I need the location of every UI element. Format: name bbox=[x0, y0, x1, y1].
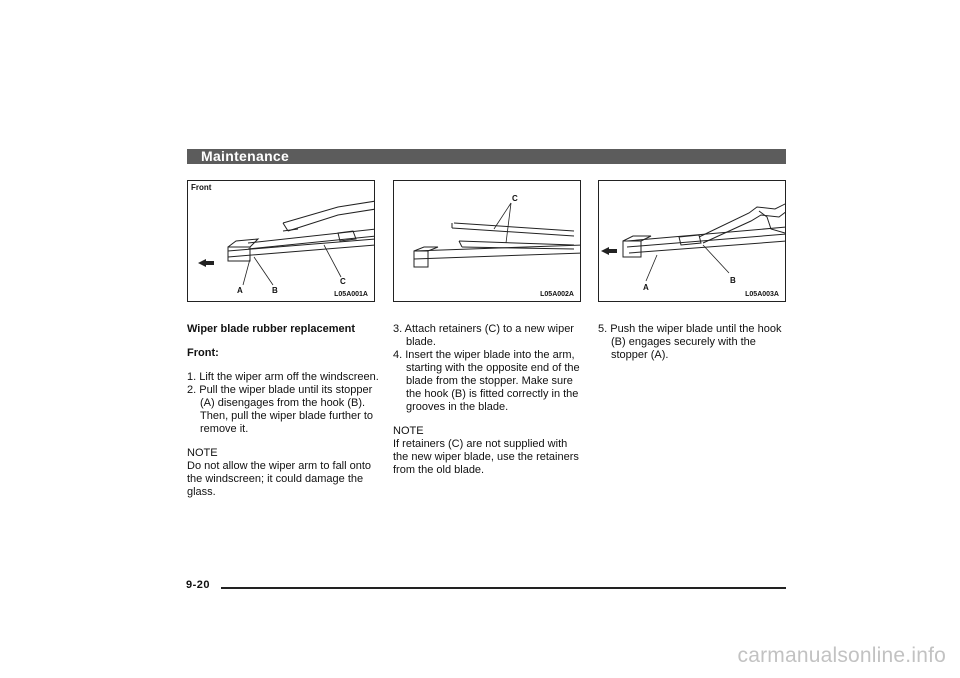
note-text: If retainers (C) are not supplied with the new wiper blade, use the retainers from the old blade. bbox=[393, 438, 579, 476]
note-title: NOTE bbox=[187, 447, 218, 459]
label-a: A bbox=[237, 286, 243, 295]
footer-rule bbox=[221, 587, 786, 589]
wiper-illustration-2 bbox=[394, 181, 581, 302]
figure-front-wiper-removal bbox=[187, 180, 375, 302]
label-b: B bbox=[730, 276, 736, 285]
figure-code: L05A002A bbox=[540, 291, 574, 298]
step-4: 4. Insert the wiper blade into the arm, starting with the opposite end of the blade from the stopper. Make sure the hook (B) is fitted correctly in the grooves in the blade. bbox=[393, 349, 580, 413]
figure-hook-engage bbox=[598, 180, 786, 302]
column-1 bbox=[187, 323, 379, 499]
watermark-text: carmanualsonline.info bbox=[737, 644, 946, 667]
column-3 bbox=[598, 323, 788, 362]
step-2: 2. Pull the wiper blade until its stopper (A) disengages from the hook (B). Then, pull the wiper blade further to remove it. bbox=[187, 384, 374, 435]
figure-retainers bbox=[393, 180, 581, 302]
label-c: C bbox=[340, 277, 346, 286]
step-5: 5. Push the wiper blade until the hook (B) engages securely with the stopper (A). bbox=[598, 323, 782, 361]
section-heading: Wiper blade rubber replacement bbox=[187, 323, 356, 335]
figure-code: L05A001A bbox=[334, 291, 368, 298]
label-c: C bbox=[512, 194, 518, 203]
label-a: A bbox=[643, 283, 649, 292]
step-1: 1. Lift the wiper arm off the windscreen. bbox=[187, 371, 379, 383]
step-3: 3. Attach retainers (C) to a new wiper blade. bbox=[393, 323, 574, 348]
label-b: B bbox=[272, 286, 278, 295]
section-header-bar bbox=[187, 149, 786, 164]
note-title: NOTE bbox=[393, 425, 424, 437]
subheading-front: Front: bbox=[187, 347, 219, 359]
page-number: 9-20 bbox=[186, 579, 211, 591]
wiper-illustration-1 bbox=[188, 181, 375, 302]
wiper-illustration-3 bbox=[599, 181, 786, 302]
figure-code: L05A003A bbox=[745, 291, 779, 298]
column-2 bbox=[393, 323, 582, 477]
figure-caption: Front bbox=[191, 183, 212, 192]
section-title: Maintenance bbox=[201, 148, 290, 164]
note-text: Do not allow the wiper arm to fall onto the windscreen; it could damage the glass. bbox=[187, 460, 372, 498]
